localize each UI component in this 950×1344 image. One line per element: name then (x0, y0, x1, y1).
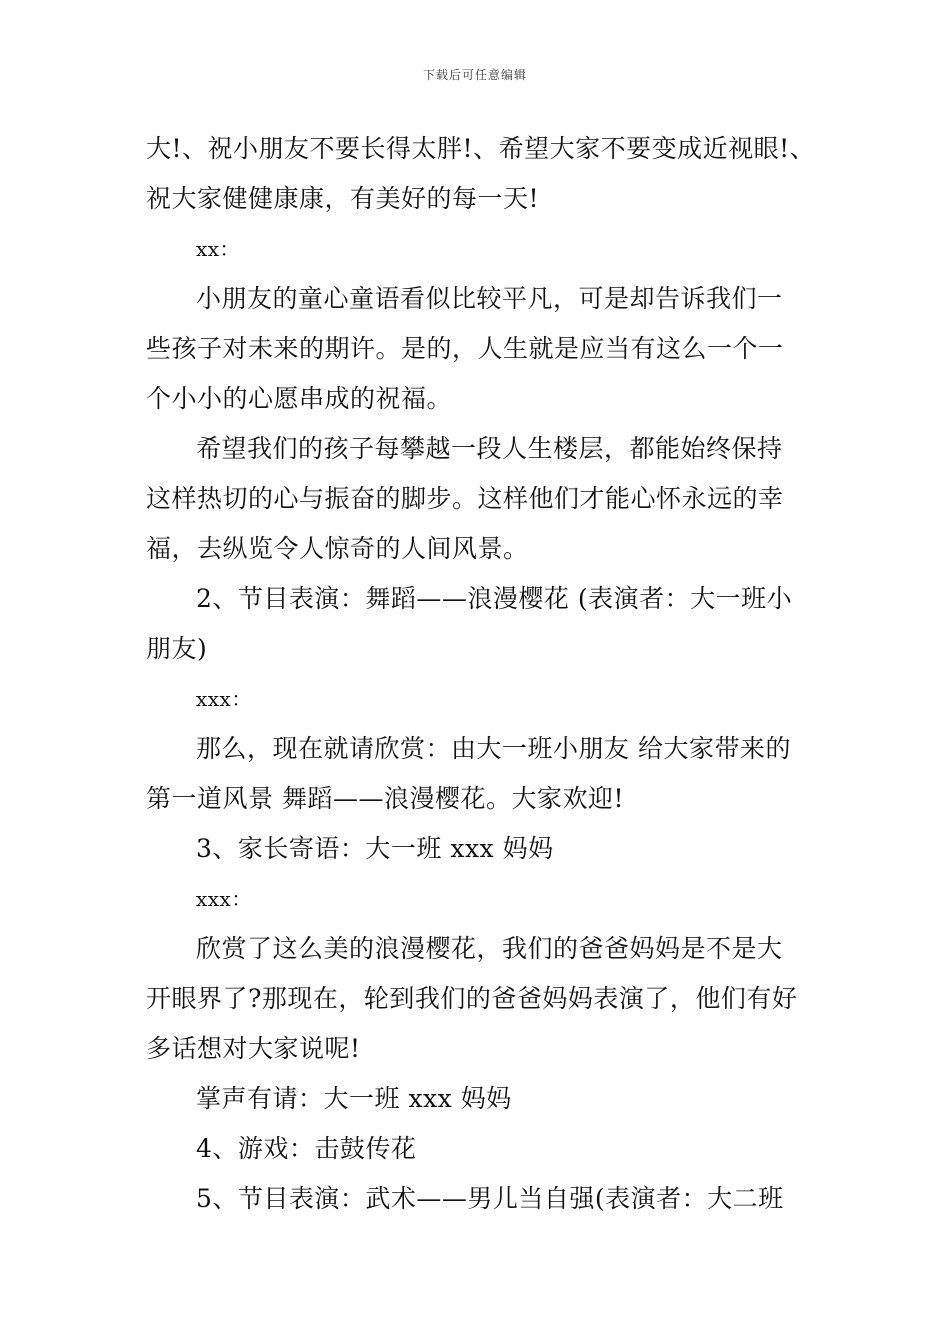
text-line: 第一道风景 舞蹈——浪漫樱花。大家欢迎! (146, 784, 624, 813)
text-line: 开眼界了?那现在，轮到我们的爸爸妈妈表演了，他们有好 (146, 984, 798, 1013)
program-item: 4、游戏：击鼓传花 (196, 1134, 417, 1163)
speaker-label: xxx： (196, 687, 252, 711)
document-body (146, 124, 814, 1224)
text-line: 那么，现在就请欣赏：由大一班小朋友 给大家带来的 (196, 734, 791, 763)
program-item: 3、家长寄语：大一班 xxx 妈妈 (196, 834, 554, 863)
text-line: 这样热切的心与振奋的脚步。这样他们才能心怀永远的幸 (146, 484, 784, 513)
text-line: 福，去纵览令人惊奇的人间风景。 (146, 534, 529, 563)
text-line: 希望我们的孩子每攀越一段人生楼层，都能始终保持 (196, 434, 783, 463)
text-line: 欣赏了这么美的浪漫樱花，我们的爸爸妈妈是不是大 (196, 934, 783, 963)
text-line: 朋友) (146, 634, 208, 663)
program-item: 5、节目表演：武术——男儿当自强(表演者：大二班 (196, 1184, 784, 1213)
program-item: 2、节目表演：舞蹈——浪漫樱花 (表演者：大一班小 (196, 584, 793, 613)
speaker-label: xx： (196, 237, 241, 261)
text-line: 掌声有请：大一班 xxx 妈妈 (196, 1084, 512, 1113)
text-line: 大!、祝小朋友不要长得太胖!、希望大家不要变成近视眼!、 (146, 134, 816, 163)
text-line: 个小小的心愿串成的祝福。 (146, 384, 453, 413)
text-line: 小朋友的童心童语看似比较平凡，可是却告诉我们一 (196, 284, 783, 313)
text-line: 多话想对大家说呢! (146, 1034, 361, 1063)
text-line: 祝大家健健康康，有美好的每一天! (146, 184, 540, 213)
page-header: 下载后可任意编辑 (422, 68, 527, 82)
text-line: 些孩子对未来的期许。是的，人生就是应当有这么一个一 (146, 334, 784, 363)
speaker-label: xxx： (196, 887, 252, 911)
